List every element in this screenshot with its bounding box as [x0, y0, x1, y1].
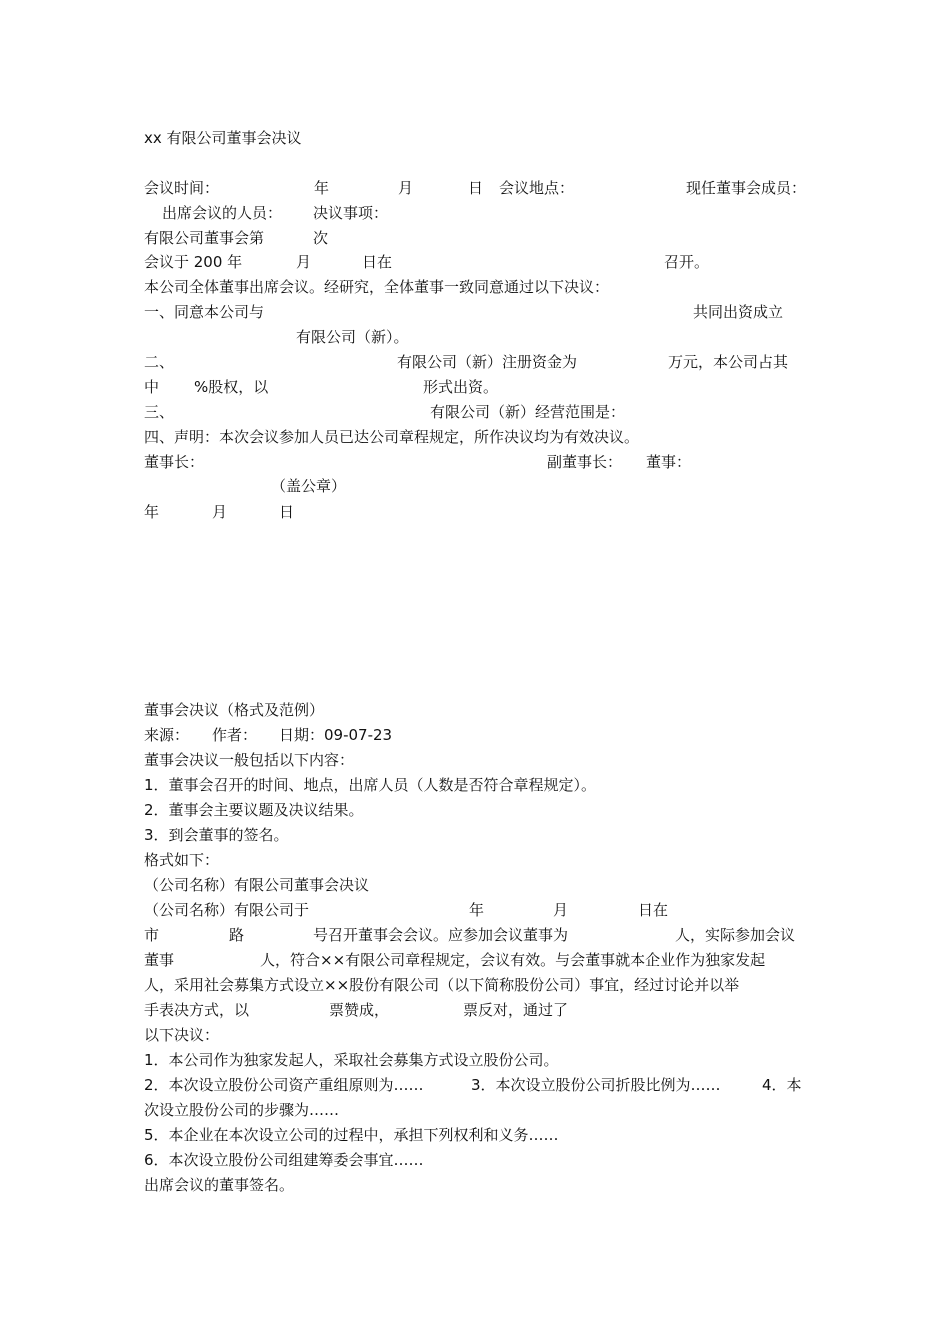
sample-line3-text: 人，符合××有限公司章程规定，会议有效。与会董事就本企业作为独家发起 — [260, 951, 766, 969]
item1-line2: 有限公司（新）。 — [296, 328, 409, 346]
meeting-month: 月 — [398, 179, 414, 197]
item2-percent: %股权，以 — [194, 378, 269, 396]
session-suffix: 次 — [313, 229, 329, 247]
resolutions-label: 以下决议： — [144, 1026, 220, 1044]
author-label: 作者： — [212, 726, 258, 744]
signature-line: 出席会议的董事签名。 — [144, 1176, 295, 1194]
item3-scope: 有限公司（新）经营范围是： — [430, 403, 626, 421]
sample-line2-city: 市 — [144, 926, 160, 944]
meeting-place-label: 会议地点： — [499, 179, 575, 197]
sample-line3-directors: 董事 — [144, 951, 175, 969]
held-prefix: 会议于 200 年 — [144, 253, 243, 271]
item2-middle: 中 — [144, 378, 160, 396]
resolution-6: 6．本次设立股份公司组建筹委会事宜…… — [144, 1151, 424, 1169]
resolution-4-start: 4．本 — [762, 1076, 802, 1094]
content-item-3: 3．到会董事的签名。 — [144, 826, 289, 844]
held-day: 日在 — [362, 253, 393, 271]
resolution-2: 2．本次设立股份公司资产重组原则为…… — [144, 1076, 424, 1094]
sample-line4: 人，采用社会募集方式设立××股份有限公司（以下简称股份公司）事宜，经过讨论并以举 — [144, 976, 740, 994]
item1-prefix: 一、同意本公司与 — [144, 303, 265, 321]
sample-line2-number: 号召开董事会会议。应参加会议董事为 — [313, 926, 569, 944]
sample-line1-year: 年 — [469, 901, 485, 919]
vice-chairman-label: 副董事长： — [547, 453, 623, 471]
doc1-title: xx 有限公司董事会决议 — [144, 129, 302, 147]
sample-line5-vote: 手表决方式，以 — [144, 1001, 250, 1019]
session-prefix: 有限公司董事会第 — [144, 229, 265, 247]
format-label: 格式如下： — [144, 851, 220, 869]
doc2-title: 董事会决议（格式及范例） — [144, 701, 325, 719]
attendees-label: 出席会议的人员： — [162, 204, 283, 222]
sample-line1-day: 日在 — [638, 901, 669, 919]
resolution-5: 5．本企业在本次设立公司的过程中，承担下列权利和义务…… — [144, 1126, 559, 1144]
content-item-2: 2．董事会主要议题及决议结果。 — [144, 801, 364, 819]
contents-intro: 董事会决议一般包括以下内容： — [144, 751, 355, 769]
meeting-day: 日 — [468, 179, 484, 197]
meeting-time-label: 会议时间： — [144, 179, 220, 197]
sample-line5-for: 票赞成， — [329, 1001, 390, 1019]
held-suffix: 召开。 — [664, 253, 710, 271]
sample-line2-road: 路 — [229, 926, 245, 944]
meeting-year: 年 — [314, 179, 330, 197]
content-item-1: 1．董事会召开的时间、地点，出席人员（人数是否符合章程规定）。 — [144, 776, 597, 794]
resolution-4-rest: 次设立股份公司的步骤为…… — [144, 1101, 340, 1119]
item2-contribution: 形式出资。 — [423, 378, 499, 396]
item4-statement: 四、声明：本次会议参加人员已达公司章程规定，所作决议均为有效决议。 — [144, 428, 640, 446]
date-label: 日期：09-07-23 — [279, 726, 393, 744]
sample-line5-against: 票反对，通过了 — [463, 1001, 569, 1019]
sign-month: 月 — [212, 503, 228, 521]
director-label: 董事： — [646, 453, 692, 471]
resolution-1: 1．本公司作为独家发起人，采取社会募集方式设立股份公司。 — [144, 1051, 559, 1069]
item3-number: 三、 — [144, 403, 175, 421]
item2-number: 二、 — [144, 353, 175, 371]
matters-label: 决议事项： — [313, 204, 389, 222]
seal-text: （盖公章） — [271, 477, 347, 495]
doc1-intro: 本公司全体董事出席会议。经研究，全体董事一致同意通过以下决议： — [144, 278, 610, 296]
resolution-3: 3．本次设立股份公司折股比例为…… — [471, 1076, 721, 1094]
sign-year: 年 — [144, 503, 160, 521]
item2-share: 万元，本公司占其 — [668, 353, 789, 371]
sign-day: 日 — [279, 503, 295, 521]
held-month: 月 — [296, 253, 312, 271]
sample-title: （公司名称）有限公司董事会决议 — [144, 876, 370, 894]
sample-line1-month: 月 — [553, 901, 569, 919]
chairman-label: 董事长： — [144, 453, 205, 471]
sample-line1-company: （公司名称）有限公司于 — [144, 901, 310, 919]
source-label: 来源： — [144, 726, 190, 744]
current-members-label: 现任董事会成员： — [686, 179, 807, 197]
item2-capital: 有限公司（新）注册资金为 — [397, 353, 578, 371]
item1-suffix: 共同出资成立 — [693, 303, 784, 321]
sample-line2-actual: 人，实际参加会议 — [675, 926, 796, 944]
